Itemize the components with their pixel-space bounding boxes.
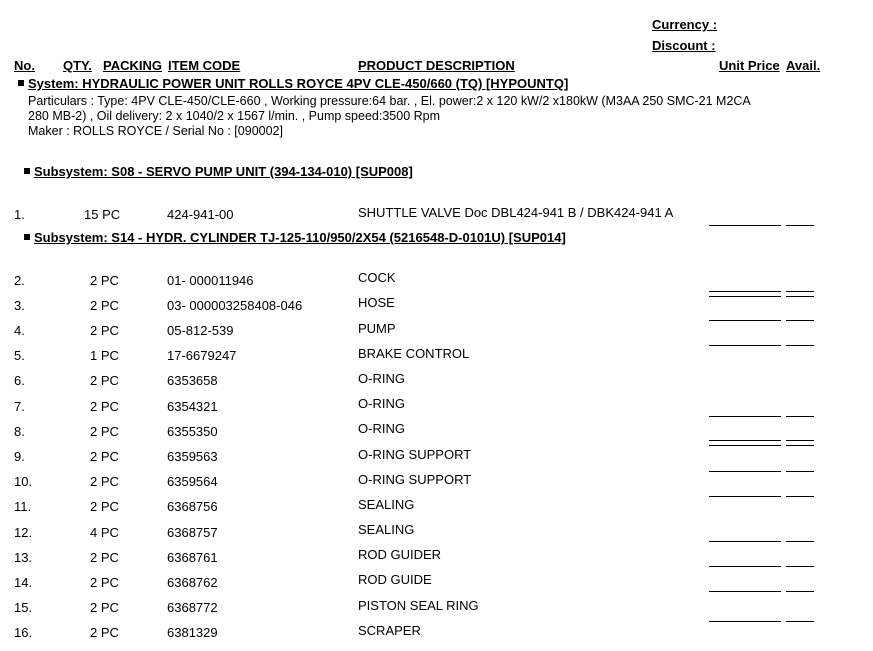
avail-line [786, 445, 814, 446]
row-desc: ROD GUIDER [358, 547, 442, 562]
row-code: 6368762 [167, 575, 218, 590]
system-heading [18, 76, 568, 91]
row-no: 3. [14, 298, 25, 313]
row-desc: PISTON SEAL RING [358, 598, 479, 613]
row-desc: O-RING [358, 396, 405, 411]
price-line [709, 225, 781, 226]
avail-line [786, 440, 814, 441]
particulars-line-1: Particulars : Type: 4PV CLE-450/CLE-660 , Working pressure:64 bar. , El. power:2 x 120 kW/2 x180kW (M3AA 250 SMC-21 M2CA [28, 94, 751, 108]
row-qty: 2 PC [90, 575, 119, 590]
maker-line: Maker : ROLLS ROYCE / Serial No : [090002] [28, 124, 283, 138]
row-qty: 1 PC [90, 348, 119, 363]
row-code: 05-812-539 [167, 323, 234, 338]
row-desc: COCK [358, 270, 396, 285]
row-desc: O-RING [358, 421, 405, 436]
row-no: 11. [14, 499, 32, 514]
col-description: PRODUCT DESCRIPTION [358, 58, 515, 73]
currency-label: Currency : [652, 17, 718, 32]
col-avail: Avail. [786, 58, 821, 73]
col-no: No. [14, 58, 35, 73]
row-qty: 2 PC [90, 449, 119, 464]
row-code: 6354321 [167, 399, 218, 414]
price-line [709, 291, 781, 292]
price-line [709, 496, 781, 497]
row-qty: 2 PC [90, 600, 119, 615]
row-no: 4. [14, 323, 25, 338]
price-line [709, 320, 781, 321]
row-code: 01- 000011946 [167, 273, 254, 288]
price-line [709, 296, 781, 297]
row-code: 6368761 [167, 550, 218, 565]
price-line [709, 345, 781, 346]
subsystem-heading [24, 230, 566, 245]
row-no: 9. [14, 449, 25, 464]
row-desc: SEALING [358, 522, 415, 537]
row-qty: 2 PC [90, 550, 119, 565]
system-title: System: HYDRAULIC POWER UNIT ROLLS ROYCE 4PV CLE-450/660 (TQ) [HYPOUNTQ] [28, 76, 569, 91]
bullet-icon [18, 80, 24, 86]
row-desc: ROD GUIDE [358, 572, 432, 587]
system-particulars [28, 94, 828, 139]
col-qty: QTY. [63, 58, 92, 73]
avail-line [786, 225, 814, 226]
row-desc: BRAKE CONTROL [358, 346, 470, 361]
avail-line [786, 291, 814, 292]
row-desc: HOSE [358, 295, 395, 310]
row-no: 14. [14, 575, 33, 590]
discount-label: Discount : [652, 38, 716, 53]
row-qty: 15 PC [84, 207, 121, 222]
row-code: 6359563 [167, 449, 218, 464]
price-line [709, 471, 781, 472]
row-qty: 2 PC [90, 424, 119, 439]
row-code: 6381329 [167, 625, 218, 640]
row-desc: O-RING SUPPORT [358, 472, 472, 487]
row-no: 12. [14, 525, 33, 540]
avail-line [786, 496, 814, 497]
row-code: 6368772 [167, 600, 218, 615]
row-no: 7. [14, 399, 25, 414]
price-line [709, 566, 781, 567]
row-code: 6368756 [167, 499, 218, 514]
row-qty: 2 PC [90, 474, 119, 489]
subsystem-title: Subsystem: S14 - HYDR. CYLINDER TJ-125-110/950/2X54 (5216548-D-0101U) [SUP014] [34, 230, 566, 245]
subsystem-heading [24, 164, 413, 179]
price-line [709, 440, 781, 441]
row-no: 8. [14, 424, 25, 439]
avail-line [786, 296, 814, 297]
row-qty: 2 PC [90, 273, 119, 288]
row-no: 6. [14, 373, 25, 388]
row-code: 03- 000003258408-046 [167, 298, 303, 313]
col-item-code: ITEM CODE [168, 58, 241, 73]
row-code: 6359564 [167, 474, 218, 489]
row-qty: 4 PC [90, 525, 119, 540]
price-line [709, 541, 781, 542]
row-code: 6355350 [167, 424, 218, 439]
row-qty: 2 PC [90, 625, 119, 640]
bullet-icon [24, 234, 30, 240]
row-qty: 2 PC [90, 298, 119, 313]
price-line [709, 416, 781, 417]
bullet-icon [24, 168, 30, 174]
row-desc: SHUTTLE VALVE Doc DBL424-941 B / DBK424-941 A [358, 205, 674, 220]
row-no: 15. [14, 600, 33, 615]
row-qty: 2 PC [90, 323, 119, 338]
row-desc: SEALING [358, 497, 415, 512]
avail-line [786, 566, 814, 567]
row-no: 5. [14, 348, 25, 363]
subsystem-title: Subsystem: S08 - SERVO PUMP UNIT (394-134-010) [SUP008] [34, 164, 413, 179]
row-code: 6353658 [167, 373, 218, 388]
row-qty: 2 PC [90, 499, 119, 514]
row-no: 1. [14, 207, 25, 222]
price-line [709, 591, 781, 592]
row-no: 2. [14, 273, 25, 288]
avail-line [786, 541, 814, 542]
row-desc: O-RING SUPPORT [358, 447, 472, 462]
avail-line [786, 320, 814, 321]
price-line [709, 445, 781, 446]
avail-line [786, 621, 814, 622]
price-line [709, 621, 781, 622]
row-no: 10. [14, 474, 33, 489]
avail-line [786, 591, 814, 592]
row-code: 6368757 [167, 525, 218, 540]
row-no: 16. [14, 625, 33, 640]
row-qty: 2 PC [90, 399, 119, 414]
row-no: 13. [14, 550, 33, 565]
row-code: 424-941-00 [167, 207, 234, 222]
col-unit-price: Unit Price [719, 58, 780, 73]
row-desc: PUMP [358, 321, 396, 336]
row-desc: O-RING [358, 371, 405, 386]
avail-line [786, 345, 814, 346]
row-desc: SCRAPER [358, 623, 421, 638]
avail-line [786, 471, 814, 472]
particulars-line-2: 280 MB-2) , Oil delivery: 2 x 1040/2 x 1567 l/min. , Pump speed:3500 Rpm [28, 109, 441, 123]
col-packing: PACKING [103, 58, 162, 73]
row-qty: 2 PC [90, 373, 119, 388]
avail-line [786, 416, 814, 417]
row-code: 17-6679247 [167, 348, 237, 363]
